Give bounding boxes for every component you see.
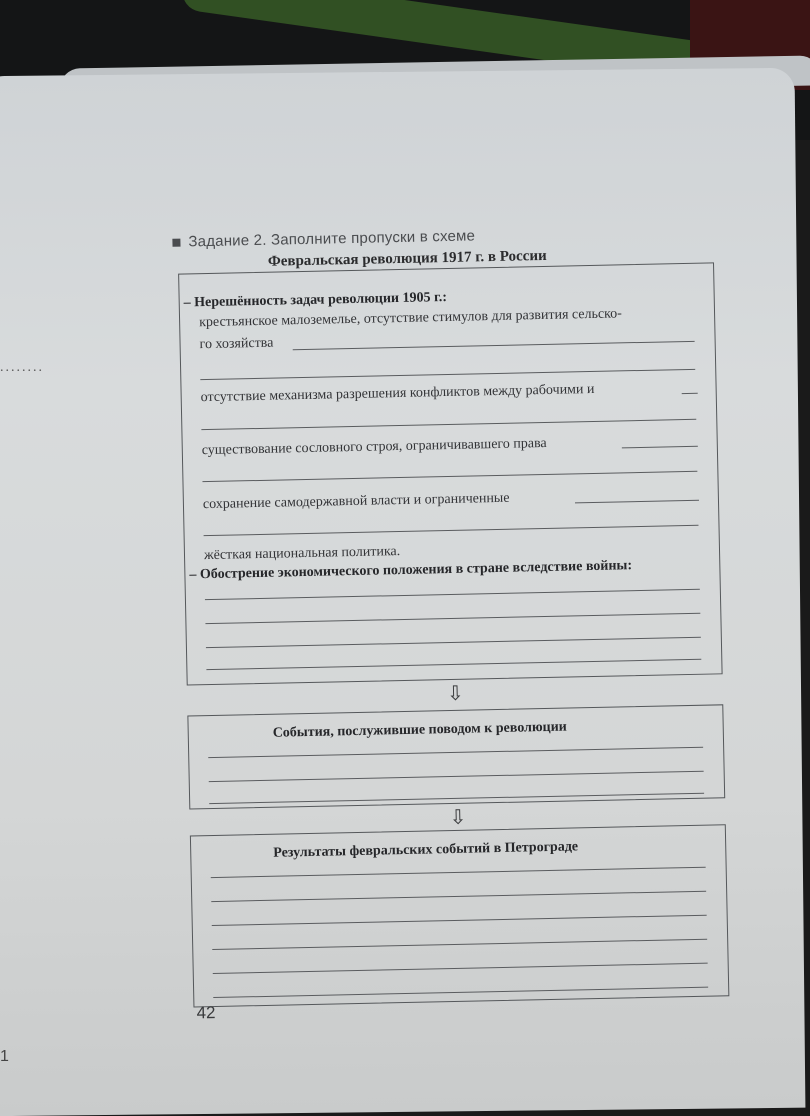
corner-number: 1 — [0, 1048, 9, 1065]
causes-heading: – Нерешённость задач революции 1905 г.: — [183, 289, 448, 311]
margin-dots: ........ — [0, 360, 44, 375]
cause-line-6: жёсткая национальная политика. — [203, 544, 401, 564]
task-text: Задание 2. Заполните пропуски в схеме — [188, 227, 476, 251]
task-heading — [172, 227, 475, 250]
down-arrow-icon: ⇩ — [446, 680, 464, 706]
bullet-square-icon — [172, 239, 180, 247]
down-arrow-icon: ⇩ — [449, 804, 467, 830]
results-heading: Результаты февральских событий в Петрограде — [273, 839, 579, 861]
cause-line-4: существование сословного строя, ограничивавшего права — [201, 435, 547, 459]
cause-line-3: отсутствие механизма разрешения конфликтов между рабочими и — [200, 381, 595, 406]
diagram-title: Февральская революция 1917 г. в России — [267, 247, 547, 270]
occasion-heading: События, послужившие поводом к революции — [272, 719, 567, 741]
page-number: 42 — [196, 1003, 216, 1023]
cause-line-1: крестьянское малоземелье, отсутствие стимулов для развития сельско- — [198, 306, 623, 331]
economic-heading: – Обострение экономического положения в стране вследствие войны: — [189, 558, 633, 583]
cause-line-2: го хозяйства — [199, 335, 274, 353]
cause-line-5: сохранение самодержавной власти и ограниченные — [202, 490, 510, 513]
